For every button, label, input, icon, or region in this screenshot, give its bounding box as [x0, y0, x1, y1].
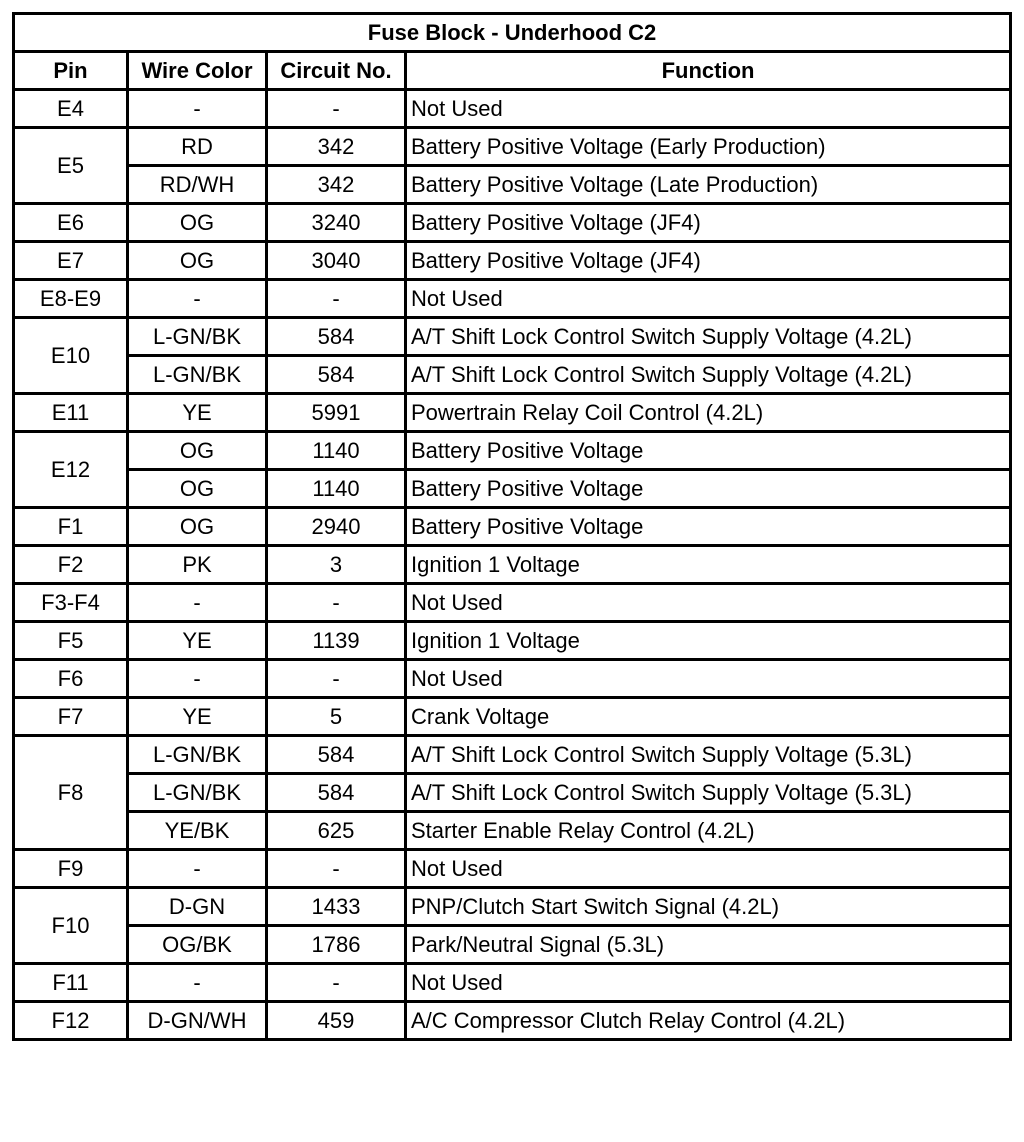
table-row — [14, 812, 1011, 850]
circuit-no-cell: 1140 — [267, 432, 406, 470]
table-row — [14, 850, 1011, 888]
function-cell: Not Used — [406, 90, 1011, 128]
table-title: Fuse Block - Underhood C2 — [14, 14, 1011, 52]
table-row — [14, 736, 1011, 774]
circuit-no-cell: 3 — [267, 546, 406, 584]
function-cell: Not Used — [406, 850, 1011, 888]
title-row — [14, 14, 1011, 52]
wire-color-cell: - — [128, 584, 267, 622]
function-cell: Battery Positive Voltage — [406, 432, 1011, 470]
table-row — [14, 90, 1011, 128]
wire-color-cell: L-GN/BK — [128, 356, 267, 394]
circuit-no-cell: 342 — [267, 166, 406, 204]
function-cell: A/T Shift Lock Control Switch Supply Voltage (4.2L) — [406, 318, 1011, 356]
function-cell: Park/Neutral Signal (5.3L) — [406, 926, 1011, 964]
wire-color-cell: - — [128, 660, 267, 698]
function-cell: A/T Shift Lock Control Switch Supply Voltage (4.2L) — [406, 356, 1011, 394]
header-function: Function — [406, 52, 1011, 90]
circuit-no-cell: 5991 — [267, 394, 406, 432]
pin-cell: F10 — [14, 888, 128, 964]
circuit-no-cell: 3040 — [267, 242, 406, 280]
table-row — [14, 204, 1011, 242]
circuit-no-cell: - — [267, 850, 406, 888]
wire-color-cell: D-GN — [128, 888, 267, 926]
circuit-no-cell: - — [267, 90, 406, 128]
table-row — [14, 964, 1011, 1002]
function-cell: Ignition 1 Voltage — [406, 622, 1011, 660]
circuit-no-cell: - — [267, 280, 406, 318]
wire-color-cell: OG — [128, 470, 267, 508]
table-row — [14, 698, 1011, 736]
table-row — [14, 128, 1011, 166]
table-row — [14, 356, 1011, 394]
circuit-no-cell: 584 — [267, 356, 406, 394]
table-row — [14, 432, 1011, 470]
pin-cell: F1 — [14, 508, 128, 546]
table-body — [14, 90, 1011, 1040]
function-cell: Battery Positive Voltage (Late Production) — [406, 166, 1011, 204]
wire-color-cell: YE/BK — [128, 812, 267, 850]
circuit-no-cell: 1139 — [267, 622, 406, 660]
table-row — [14, 318, 1011, 356]
function-cell: Ignition 1 Voltage — [406, 546, 1011, 584]
circuit-no-cell: - — [267, 660, 406, 698]
circuit-no-cell: 2940 — [267, 508, 406, 546]
circuit-no-cell: 584 — [267, 736, 406, 774]
wire-color-cell: YE — [128, 698, 267, 736]
table-row — [14, 584, 1011, 622]
circuit-no-cell: - — [267, 584, 406, 622]
function-cell: PNP/Clutch Start Switch Signal (4.2L) — [406, 888, 1011, 926]
function-cell: Battery Positive Voltage (Early Production) — [406, 128, 1011, 166]
pin-cell: E8-E9 — [14, 280, 128, 318]
function-cell: Not Used — [406, 660, 1011, 698]
fuse-block-table — [12, 12, 1012, 1041]
circuit-no-cell: 1140 — [267, 470, 406, 508]
wire-color-cell: YE — [128, 622, 267, 660]
wire-color-cell: OG — [128, 432, 267, 470]
function-cell: Battery Positive Voltage (JF4) — [406, 204, 1011, 242]
pin-cell: F12 — [14, 1002, 128, 1040]
table-row — [14, 470, 1011, 508]
table-row — [14, 166, 1011, 204]
function-cell: Crank Voltage — [406, 698, 1011, 736]
header-pin: Pin — [14, 52, 128, 90]
pin-cell: E10 — [14, 318, 128, 394]
wire-color-cell: YE — [128, 394, 267, 432]
header-circuit-no: Circuit No. — [267, 52, 406, 90]
function-cell: Powertrain Relay Coil Control (4.2L) — [406, 394, 1011, 432]
function-cell: A/T Shift Lock Control Switch Supply Voltage (5.3L) — [406, 736, 1011, 774]
circuit-no-cell: - — [267, 964, 406, 1002]
wire-color-cell: OG — [128, 508, 267, 546]
function-cell: Not Used — [406, 964, 1011, 1002]
table-row — [14, 1002, 1011, 1040]
pin-cell: F5 — [14, 622, 128, 660]
function-cell: Battery Positive Voltage (JF4) — [406, 242, 1011, 280]
pin-cell: E12 — [14, 432, 128, 508]
wire-color-cell: L-GN/BK — [128, 736, 267, 774]
circuit-no-cell: 459 — [267, 1002, 406, 1040]
wire-color-cell: D-GN/WH — [128, 1002, 267, 1040]
function-cell: Battery Positive Voltage — [406, 508, 1011, 546]
pin-cell: E5 — [14, 128, 128, 204]
pin-cell: F9 — [14, 850, 128, 888]
wire-color-cell: - — [128, 850, 267, 888]
wire-color-cell: - — [128, 280, 267, 318]
table-row — [14, 926, 1011, 964]
circuit-no-cell: 1433 — [267, 888, 406, 926]
function-cell: A/T Shift Lock Control Switch Supply Voltage (5.3L) — [406, 774, 1011, 812]
pin-cell: E4 — [14, 90, 128, 128]
table-row — [14, 280, 1011, 318]
wire-color-cell: L-GN/BK — [128, 774, 267, 812]
circuit-no-cell: 5 — [267, 698, 406, 736]
table-row — [14, 888, 1011, 926]
function-cell: Battery Positive Voltage — [406, 470, 1011, 508]
wire-color-cell: - — [128, 90, 267, 128]
pin-cell: F2 — [14, 546, 128, 584]
pin-cell: F11 — [14, 964, 128, 1002]
table-row — [14, 508, 1011, 546]
table-row — [14, 660, 1011, 698]
wire-color-cell: RD — [128, 128, 267, 166]
function-cell: Starter Enable Relay Control (4.2L) — [406, 812, 1011, 850]
wire-color-cell: PK — [128, 546, 267, 584]
header-wire-color: Wire Color — [128, 52, 267, 90]
circuit-no-cell: 584 — [267, 774, 406, 812]
table-row — [14, 546, 1011, 584]
pin-cell: E6 — [14, 204, 128, 242]
wire-color-cell: OG/BK — [128, 926, 267, 964]
wire-color-cell: L-GN/BK — [128, 318, 267, 356]
header-row — [14, 52, 1011, 90]
pin-cell: E7 — [14, 242, 128, 280]
pin-cell: F6 — [14, 660, 128, 698]
table-row — [14, 774, 1011, 812]
wire-color-cell: - — [128, 964, 267, 1002]
pin-cell: F3-F4 — [14, 584, 128, 622]
table-row — [14, 622, 1011, 660]
wire-color-cell: OG — [128, 204, 267, 242]
function-cell: Not Used — [406, 280, 1011, 318]
pin-cell: E11 — [14, 394, 128, 432]
circuit-no-cell: 3240 — [267, 204, 406, 242]
function-cell: A/C Compressor Clutch Relay Control (4.2L) — [406, 1002, 1011, 1040]
wire-color-cell: OG — [128, 242, 267, 280]
circuit-no-cell: 1786 — [267, 926, 406, 964]
circuit-no-cell: 625 — [267, 812, 406, 850]
table-row — [14, 242, 1011, 280]
pin-cell: F7 — [14, 698, 128, 736]
circuit-no-cell: 342 — [267, 128, 406, 166]
table-row — [14, 394, 1011, 432]
wire-color-cell: RD/WH — [128, 166, 267, 204]
pin-cell: F8 — [14, 736, 128, 850]
function-cell: Not Used — [406, 584, 1011, 622]
circuit-no-cell: 584 — [267, 318, 406, 356]
